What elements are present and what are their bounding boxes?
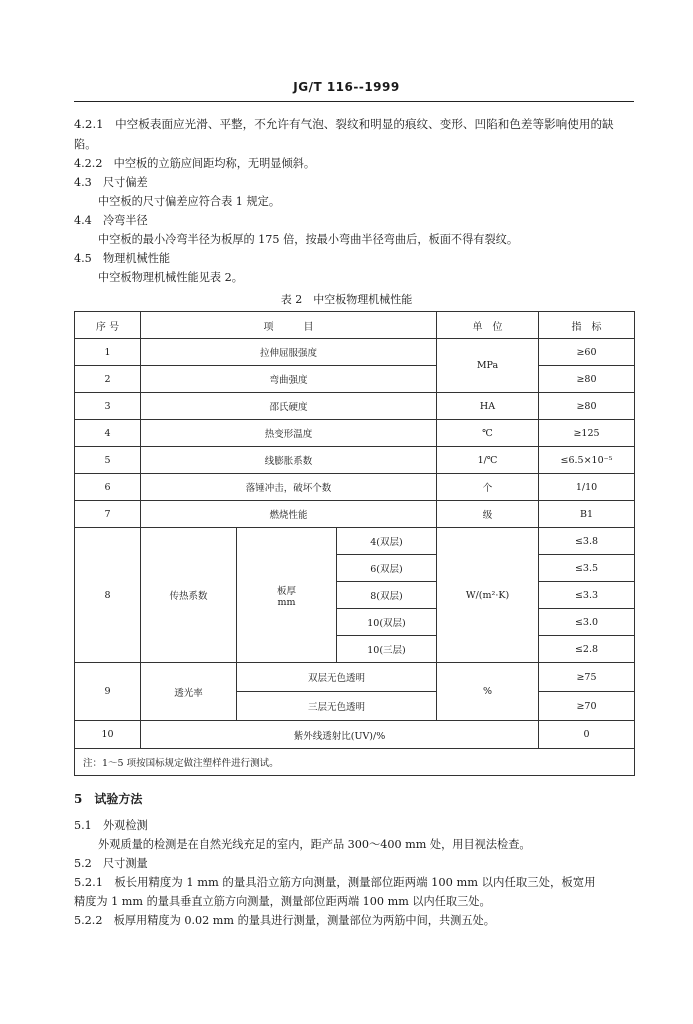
row-value: ≥80 [539, 393, 635, 420]
col-header-item: 项 目 [141, 312, 437, 339]
row-item: 落锤冲击，破坏个数 [141, 474, 437, 501]
row-no: 3 [75, 393, 141, 420]
light-sub-item: 双层无色透明 [237, 663, 437, 692]
row-value: ≤3.8 [539, 528, 635, 555]
row-value: ≥70 [539, 692, 635, 721]
table-row [75, 366, 635, 393]
row-no: 4 [75, 420, 141, 447]
table-note: 注：1～5 项按国标规定做注塑样件进行测试。 [75, 749, 635, 776]
table-row [75, 339, 635, 366]
heading-5-1: 5.1 外观检测 [74, 819, 148, 832]
row-no: 6 [75, 474, 141, 501]
col-header-unit: 单 位 [437, 312, 539, 339]
row-item: 弯曲强度 [141, 366, 437, 393]
row-no: 1 [75, 339, 141, 366]
thickness-unit: mm [277, 596, 296, 608]
row-value: ≤3.5 [539, 555, 635, 582]
clause-4-2-1-line2: 陷。 [74, 138, 97, 151]
table-row [75, 501, 635, 528]
clause-5-2-1-line1: 5.2.1 板长用精度为 1 mm 的量具沿立筋方向测量，测量部位距两端 100 mm 以内任取三处，板宽用 [74, 875, 596, 889]
table-row [75, 721, 635, 749]
table-header-row [75, 312, 635, 339]
clause-4-2-1-line1: 4.2.1 中空板表面应光滑、平整，不允许有气泡、裂纹和明显的痕纹、变形、凹陷和色差等影响使用的缺 [74, 117, 614, 131]
heading-4-3: 4.3 尺寸偏差 [74, 176, 148, 189]
row-item: 线膨胀系数 [141, 447, 437, 474]
row-value: 0 [539, 721, 635, 749]
clause-4-3-text: 中空板的尺寸偏差应符合表 1 规定。 [98, 195, 281, 208]
thickness-label-cell [237, 528, 337, 663]
row-value: ≤2.8 [539, 636, 635, 663]
row-value: B1 [539, 501, 635, 528]
row-no: 5 [75, 447, 141, 474]
thickness-value: 8(双层) [337, 582, 437, 609]
table-row [75, 528, 635, 555]
row-value: ≥80 [539, 366, 635, 393]
row-unit: HA [437, 393, 539, 420]
table-2-caption: 表 2 中空板物理机械性能 [280, 293, 413, 306]
row-item: 燃烧性能 [141, 501, 437, 528]
light-transmittance-unit: % [437, 663, 539, 721]
clause-5-2-2: 5.2.2 板厚用精度为 0.02 mm 的量具进行测量，测量部位为两筋中间，共测五处。 [74, 914, 495, 927]
heading-4-4: 4.4 冷弯半径 [74, 214, 148, 227]
thickness-value: 10(双层) [337, 609, 437, 636]
clause-4-4-text: 中空板的最小冷弯半径为板厚的 175 倍，按最小弯曲半径弯曲后，板面不得有裂纹。 [98, 233, 519, 246]
thickness-value: 6(双层) [337, 555, 437, 582]
heat-transfer-item: 传热系数 [141, 528, 237, 663]
light-sub-item: 三层无色透明 [237, 692, 437, 721]
header-rule [74, 101, 634, 102]
table-row [75, 663, 635, 692]
row-unit-mpa: MPa [437, 339, 539, 393]
properties-table [74, 311, 635, 776]
thickness-value: 10(三层) [337, 636, 437, 663]
row-item: 邵氏硬度 [141, 393, 437, 420]
table-row [75, 474, 635, 501]
row-item: 热变形温度 [141, 420, 437, 447]
heat-transfer-unit: W/(m²·K) [437, 528, 539, 663]
table-row [75, 447, 635, 474]
row-value: ≤3.3 [539, 582, 635, 609]
clause-5-2-1-line2: 精度为 1 mm 的量具垂直立筋方向测量，测量部位距两端 100 mm 以内任取三处。 [74, 895, 491, 908]
clause-4-5-text: 中空板物理机械性能见表 2。 [98, 271, 243, 284]
row-no: 10 [75, 721, 141, 749]
row-value: ≥60 [539, 339, 635, 366]
col-header-no: 序 号 [75, 312, 141, 339]
thickness-label: 板厚 [276, 585, 296, 597]
standard-code-header: JG/T 116--1999 [293, 80, 400, 94]
col-header-index: 指 标 [539, 312, 635, 339]
section-5-title: 5 试验方法 [74, 792, 143, 806]
row-value: ≤6.5×10⁻⁵ [539, 447, 635, 474]
clause-4-2-2: 4.2.2 中空板的立筋应间距均称，无明显倾斜。 [74, 157, 316, 170]
thickness-value: 4(双层) [337, 528, 437, 555]
row-unit: 个 [437, 474, 539, 501]
row-no: 2 [75, 366, 141, 393]
row-value: 1/10 [539, 474, 635, 501]
row-item: 拉伸屈服强度 [141, 339, 437, 366]
row-value: ≥75 [539, 663, 635, 692]
row-value: ≥125 [539, 420, 635, 447]
row-item: 紫外线透射比(UV)/% [141, 721, 539, 749]
heading-5-2: 5.2 尺寸测量 [74, 857, 148, 870]
row-unit: ℃ [437, 420, 539, 447]
heading-4-5: 4.5 物理机械性能 [74, 252, 171, 265]
row-unit: 级 [437, 501, 539, 528]
light-transmittance-item: 透光率 [141, 663, 237, 721]
clause-5-1-text: 外观质量的检测是在自然光线充足的室内，距产品 300～400 mm 处，用目视法检查。 [98, 838, 531, 851]
row-no: 8 [75, 528, 141, 663]
row-no: 9 [75, 663, 141, 721]
table-row [75, 420, 635, 447]
row-unit: 1/℃ [437, 447, 539, 474]
row-value: ≤3.0 [539, 609, 635, 636]
table-row [75, 393, 635, 420]
row-no: 7 [75, 501, 141, 528]
table-note-row [75, 749, 635, 776]
